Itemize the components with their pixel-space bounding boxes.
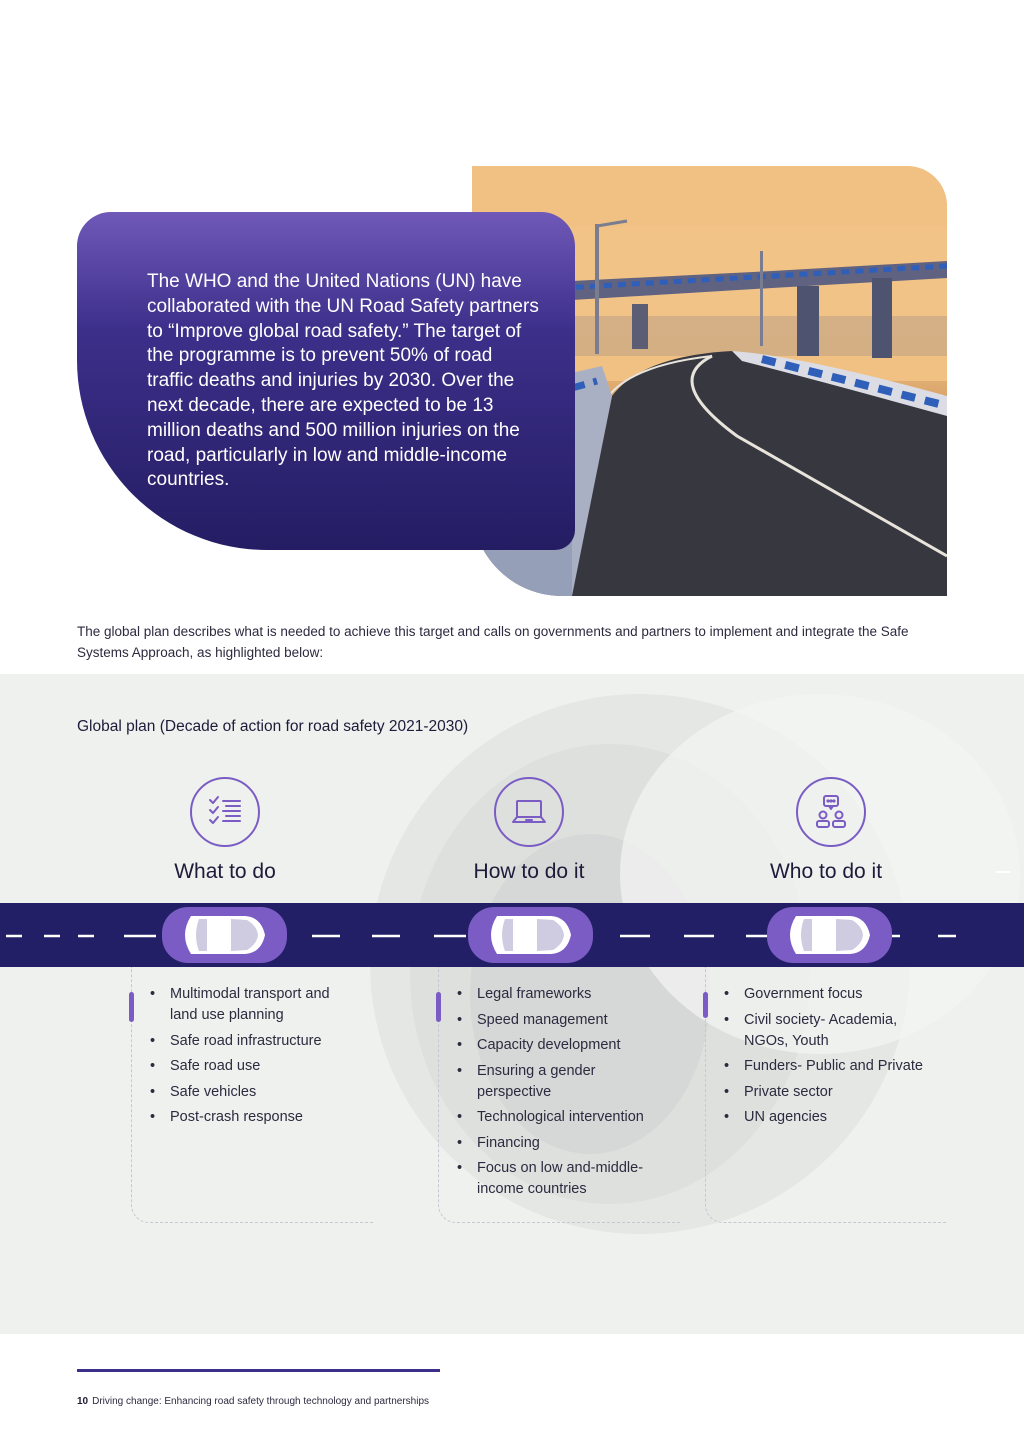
- column-card-what: [131, 967, 374, 1223]
- card-accent-bar: [703, 992, 708, 1018]
- road-edge-tick: [996, 871, 1010, 873]
- footer-title: Driving change: Enhancing road safety through technology and partnerships: [92, 1396, 430, 1407]
- car-icon: [766, 906, 893, 964]
- list-item: • Safe road use: [150, 1056, 350, 1077]
- list-item: • Technological intervention: [457, 1107, 657, 1128]
- list-item: • Post-crash response: [150, 1107, 350, 1128]
- column-heading-how: How to do it: [473, 860, 585, 883]
- checklist-icon: [190, 777, 260, 847]
- footer-rule: [77, 1369, 440, 1372]
- column-card-who: [705, 967, 947, 1223]
- hero-card: [77, 212, 575, 550]
- list-item: • Multimodal transport and land use planning: [150, 984, 350, 1026]
- list-who: [724, 984, 949, 1133]
- list-item: • Funders- Public and Private: [724, 1056, 949, 1077]
- page-footer: [77, 1396, 429, 1407]
- people-chat-icon: [796, 777, 866, 847]
- list-item: • Private sector: [724, 1082, 949, 1103]
- hero-text: The WHO and the United Nations (UN) have collaborated with the UN Road Safety partners to “Improve global road safety.” The target of the programme is to prevent 50% of road traffic deaths and injuries by 2030. Over the next decade, there are expected to be 13 million deaths and 500 million injuries on the road, particularly in low and middle-income countries.: [147, 271, 539, 491]
- list-item: • Legal frameworks: [457, 984, 657, 1005]
- list-how: [457, 984, 657, 1205]
- list-item: • Ensuring a gender perspective: [457, 1061, 617, 1103]
- list-item: • Safe road infrastructure: [150, 1031, 350, 1052]
- plan-title: Global plan (Decade of action for road safety 2021-2030): [77, 718, 469, 735]
- column-heading-who: Who to do it: [769, 860, 883, 883]
- car-icon: [467, 906, 594, 964]
- column-heading-what: What to do: [174, 860, 276, 883]
- column-card-how: [438, 967, 681, 1223]
- list-what: [150, 984, 350, 1133]
- card-accent-bar: [436, 992, 441, 1022]
- global-plan-section: [0, 674, 1024, 1334]
- list-item: • Focus on low and-middle-income countries: [457, 1158, 657, 1200]
- card-accent-bar: [129, 992, 134, 1022]
- laptop-icon: [494, 777, 564, 847]
- page-number: 10: [77, 1396, 89, 1407]
- list-item: • UN agencies: [724, 1107, 949, 1128]
- list-item: • Safe vehicles: [150, 1082, 350, 1103]
- list-item: • Government focus: [724, 984, 949, 1005]
- list-item: • Financing: [457, 1133, 657, 1154]
- list-item: • Speed management: [457, 1010, 657, 1031]
- intro-paragraph: The global plan describes what is needed to achieve this target and calls on governments and partners to implement and integrate the Safe Systems Approach, as highlighted below:: [77, 624, 909, 660]
- list-item: • Civil society- Academia, NGOs, Youth: [724, 1010, 924, 1052]
- list-item: • Capacity development: [457, 1035, 657, 1056]
- car-icon: [161, 906, 288, 964]
